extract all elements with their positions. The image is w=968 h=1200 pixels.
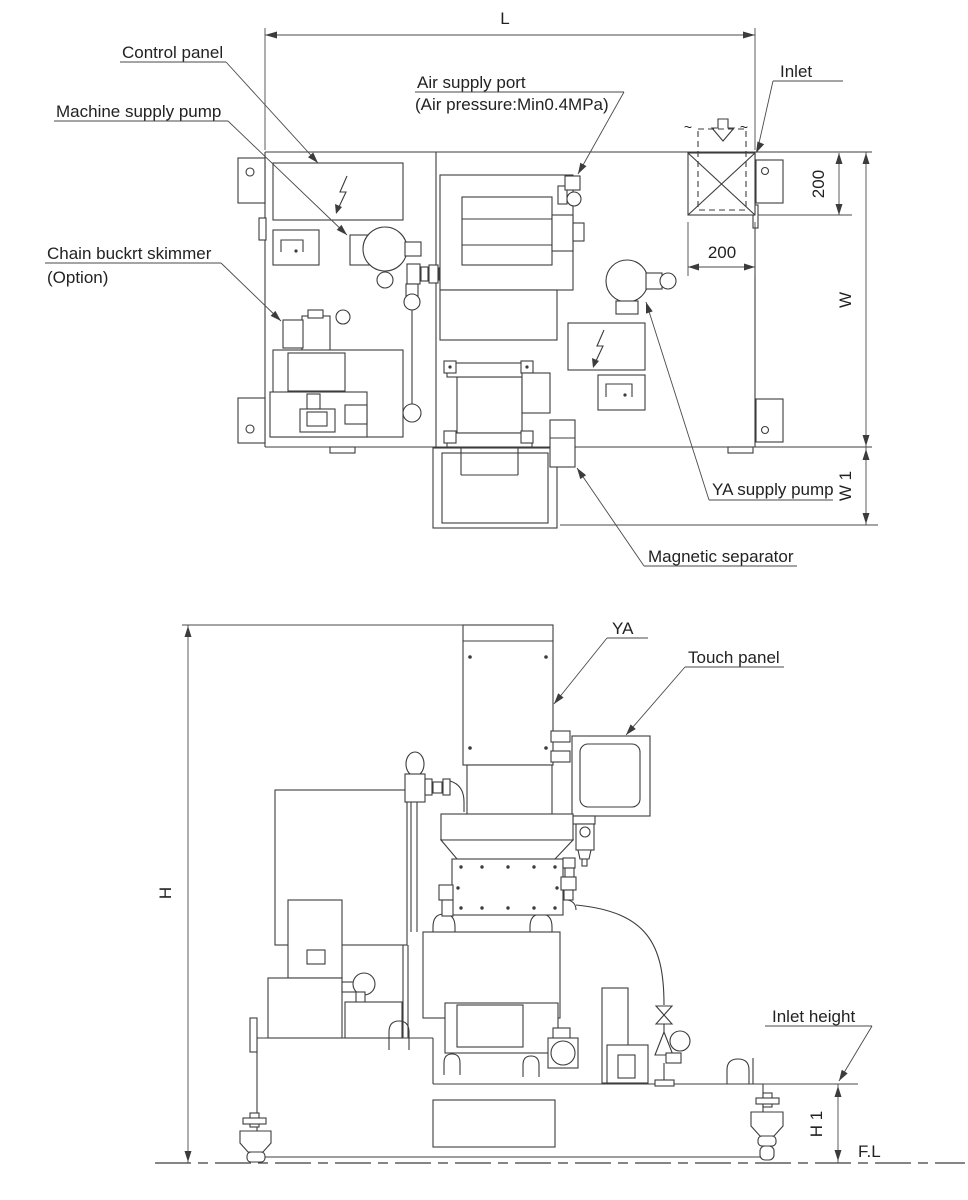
mount-bracket — [756, 399, 783, 442]
ya-label: YA — [612, 619, 634, 638]
dim-inlet-height-label: H 1 — [807, 1110, 826, 1138]
machine-supply-pump-label: Machine supply pump — [56, 102, 222, 121]
dim-width-label: W — [836, 291, 855, 309]
mount-bracket — [238, 158, 265, 203]
inlet-height-label: Inlet height — [772, 1007, 856, 1026]
dim-width1-label: W 1 — [836, 470, 855, 502]
mount-bracket — [238, 398, 265, 443]
control-cabinet-side — [268, 790, 409, 1050]
name-plate — [433, 1100, 555, 1147]
floor-level-label: F.L — [858, 1142, 881, 1161]
touch-panel-box — [572, 736, 650, 816]
dim-inlet-depth-label: 200 — [809, 169, 828, 199]
chain-bucket-skimmer-label: Chain buckrt skimmer — [47, 244, 212, 263]
wave-mark: ~ — [739, 119, 749, 135]
wave-mark: ~ — [683, 119, 693, 135]
terminal-box — [273, 230, 319, 265]
mount-bracket — [756, 160, 783, 203]
magnetic-separator-label: Magnetic separator — [648, 547, 794, 566]
inlet-label: Inlet — [780, 62, 813, 81]
chain-bucket-skimmer-option-label: (Option) — [47, 268, 109, 287]
control-panel-box — [273, 163, 403, 220]
dim-inlet-width-label: 200 — [707, 243, 737, 262]
dim-height-label: H — [156, 886, 175, 900]
air-supply-port-label: Air supply port — [417, 73, 526, 92]
ya-supply-pump-label: YA supply pump — [712, 480, 834, 499]
air-supply-port-detail-label: (Air pressure:Min0.4MPa) — [415, 95, 609, 114]
control-panel-label: Control panel — [122, 43, 224, 62]
touch-panel-label: Touch panel — [688, 648, 780, 667]
dim-length-label: L — [500, 9, 510, 28]
